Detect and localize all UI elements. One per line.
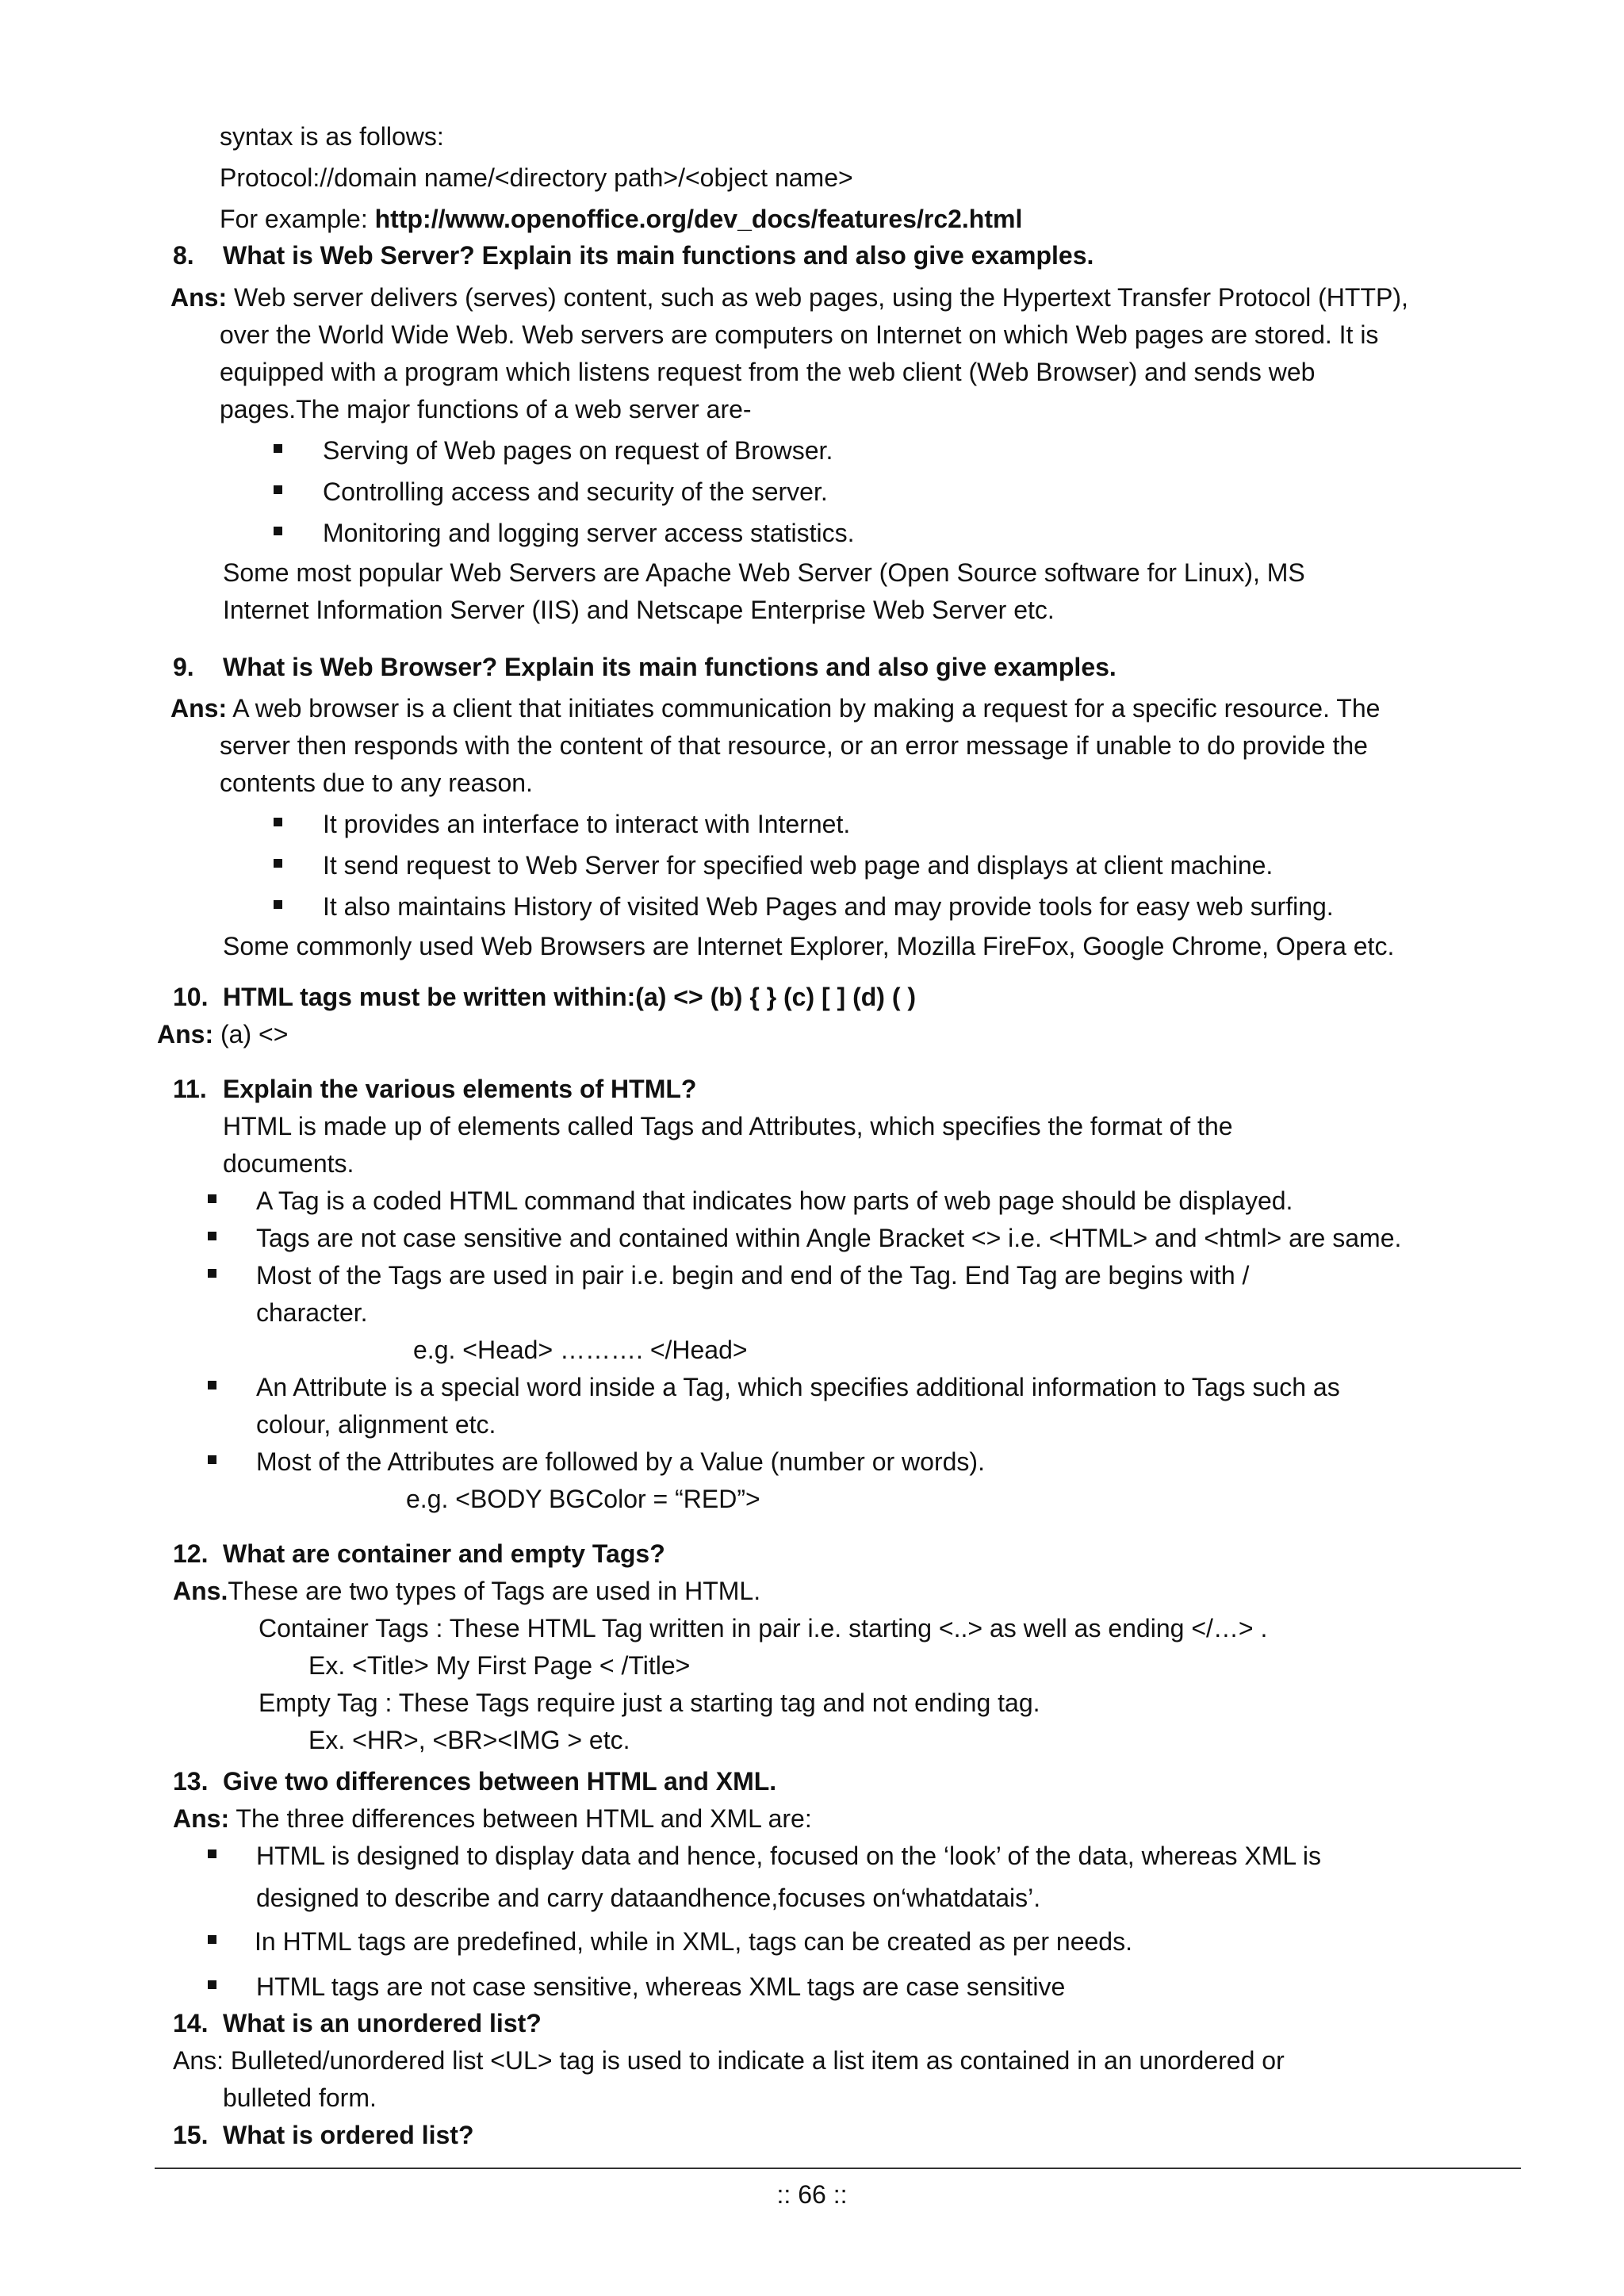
url-pattern: Protocol://domain name/<directory path>/<object name> — [220, 163, 853, 192]
q9-answer-line — [170, 693, 1380, 723]
q9-bullet: It provides an interface to interact with Internet. — [323, 810, 851, 838]
answer-text: These are two types of Tags are used in HTML. — [228, 1577, 761, 1605]
syntax-line: syntax is as follows: — [220, 122, 444, 151]
q13-question: Give two differences between HTML and XML. — [223, 1767, 777, 1796]
q13-bullet-cont: designed to describe and carry dataandhence,focuses on‘whatdatais’. — [256, 1884, 1041, 1912]
q13-number: 13. — [173, 1767, 209, 1796]
q12-example: Ex. <Title> My First Page < /Title> — [308, 1651, 691, 1680]
q10-question: HTML tags must be written within:(a) <> (b) { } (c) [ ] (d) ( ) — [223, 983, 917, 1011]
answer-text: The three differences between HTML and XML are: — [229, 1804, 812, 1833]
q9-question: What is Web Browser? Explain its main functions and also give examples. — [223, 653, 1116, 681]
q11-bullet: Tags are not case sensitive and contained within Angle Bracket <> i.e. <HTML> and <html> are same. — [256, 1224, 1402, 1252]
q12-line: Container Tags : These HTML Tag written in pair i.e. starting <..> as well as ending </…> . — [259, 1614, 1268, 1642]
q11-question: Explain the various elements of HTML? — [223, 1075, 697, 1103]
q8-closing: Internet Information Server (IIS) and Netscape Enterprise Web Server etc. — [223, 596, 1055, 624]
q12-number: 12. — [173, 1539, 209, 1568]
q11-bullet-cont: character. — [256, 1298, 368, 1327]
q9-closing: Some commonly used Web Browsers are Internet Explorer, Mozilla FireFox, Google Chrome, Opera etc. — [223, 932, 1395, 960]
q14-answer: bulleted form. — [223, 2083, 377, 2112]
q9-bullet: It send request to Web Server for specified web page and displays at client machine. — [323, 851, 1274, 880]
q11-example: e.g. <Head> ………. </Head> — [413, 1336, 748, 1364]
q8-bullet: Controlling access and security of the server. — [323, 477, 828, 506]
q13-bullet: In HTML tags are predefined, while in XML, tags can be created as per needs. — [255, 1927, 1132, 1956]
ans-label: Ans: — [170, 694, 228, 723]
q11-intro: documents. — [223, 1149, 354, 1178]
answer-text: (a) <> — [213, 1020, 289, 1048]
example-url: http://www.openoffice.org/dev_docs/features/rc2.html — [374, 205, 1023, 233]
q11-bullet: Most of the Attributes are followed by a Value (number or words). — [256, 1447, 985, 1476]
q14-number: 14. — [173, 2009, 209, 2037]
q13-answer — [173, 1803, 812, 1834]
answer-text: A web browser is a client that initiates communication by making a request for a specific resource. The — [227, 694, 1381, 723]
bullet-marker — [208, 1849, 216, 1858]
bullet-marker — [208, 1455, 216, 1464]
q15-number: 15. — [173, 2121, 209, 2149]
bullet-marker — [208, 1935, 216, 1944]
example-line — [220, 204, 1022, 234]
q8-question: What is Web Server? Explain its main functions and also give examples. — [223, 241, 1094, 270]
bullet-marker — [274, 444, 282, 453]
q10-number: 10. — [173, 983, 209, 1011]
ans-label: Ans. — [173, 1577, 228, 1605]
q8-number: 8. — [173, 241, 194, 270]
q11-number: 11. — [173, 1075, 207, 1103]
q11-example: e.g. <BODY BGColor = “RED”> — [406, 1485, 760, 1513]
bullet-marker — [208, 1269, 216, 1278]
q8-bullet: Monitoring and logging server access statistics. — [323, 519, 855, 547]
page-number: :: 66 :: — [776, 2180, 848, 2209]
q8-answer-line: equipped with a program which listens request from the web client (Web Browser) and sends web — [220, 358, 1316, 386]
ans-label: Ans: — [157, 1020, 214, 1048]
bullet-marker — [274, 527, 282, 535]
q14-answer: Ans: Bulleted/unordered list <UL> tag is used to indicate a list item as contained in an unordered or — [173, 2046, 1285, 2075]
q9-bullet: It also maintains History of visited Web Pages and may provide tools for easy web surfing. — [323, 892, 1334, 921]
q13-bullet: HTML tags are not case sensitive, whereas XML tags are case sensitive — [256, 1972, 1066, 2001]
bullet-marker — [274, 818, 282, 826]
q8-answer-line — [170, 282, 1408, 312]
bullet-marker — [274, 859, 282, 868]
q11-intro: HTML is made up of elements called Tags and Attributes, which specifies the format of the — [223, 1112, 1233, 1140]
q8-bullet: Serving of Web pages on request of Browser. — [323, 436, 833, 465]
q9-answer-line: contents due to any reason. — [220, 769, 533, 797]
q12-line: Empty Tag : These Tags require just a starting tag and not ending tag. — [259, 1688, 1040, 1717]
q15-question: What is ordered list? — [223, 2121, 474, 2149]
q11-bullet: Most of the Tags are used in pair i.e. begin and end of the Tag. End Tag are begins with / — [256, 1261, 1250, 1290]
bullet-marker — [208, 1194, 216, 1203]
q10-answer — [157, 1019, 288, 1049]
q9-answer-line: server then responds with the content of that resource, or an error message if unable to do provide the — [220, 731, 1368, 760]
q8-answer-line: pages.The major functions of a web server are- — [220, 395, 752, 424]
q8-answer-line: over the World Wide Web. Web servers are computers on Internet on which Web pages are stored. It is — [220, 320, 1379, 349]
footer-divider — [155, 2168, 1521, 2169]
bullet-marker — [274, 485, 282, 494]
answer-text: Web server delivers (serves) content, such as web pages, using the Hypertext Transfer Protocol (HTTP), — [227, 283, 1408, 312]
q8-closing: Some most popular Web Servers are Apache Web Server (Open Source software for Linux), MS — [223, 558, 1305, 587]
q11-bullet-cont: colour, alignment etc. — [256, 1410, 496, 1439]
q12-question: What are container and empty Tags? — [223, 1539, 665, 1568]
bullet-marker — [208, 1381, 216, 1389]
q14-question: What is an unordered list? — [223, 2009, 542, 2037]
bullet-marker — [208, 1980, 216, 1989]
bullet-marker — [274, 900, 282, 909]
example-prefix: For example: — [220, 205, 375, 233]
ans-label: Ans: — [173, 1804, 230, 1833]
q9-number: 9. — [173, 653, 194, 681]
q12-answer — [173, 1576, 760, 1606]
q11-bullet: An Attribute is a special word inside a Tag, which specifies additional information to Tags such as — [256, 1373, 1340, 1401]
q11-bullet: A Tag is a coded HTML command that indicates how parts of web page should be displayed. — [256, 1186, 1293, 1215]
bullet-marker — [208, 1232, 216, 1240]
ans-label: Ans: — [170, 283, 228, 312]
q12-example: Ex. <HR>, <BR><IMG > etc. — [308, 1726, 630, 1754]
q13-bullet: HTML is designed to display data and hence, focused on the ‘look’ of the data, whereas XML is — [256, 1842, 1322, 1870]
